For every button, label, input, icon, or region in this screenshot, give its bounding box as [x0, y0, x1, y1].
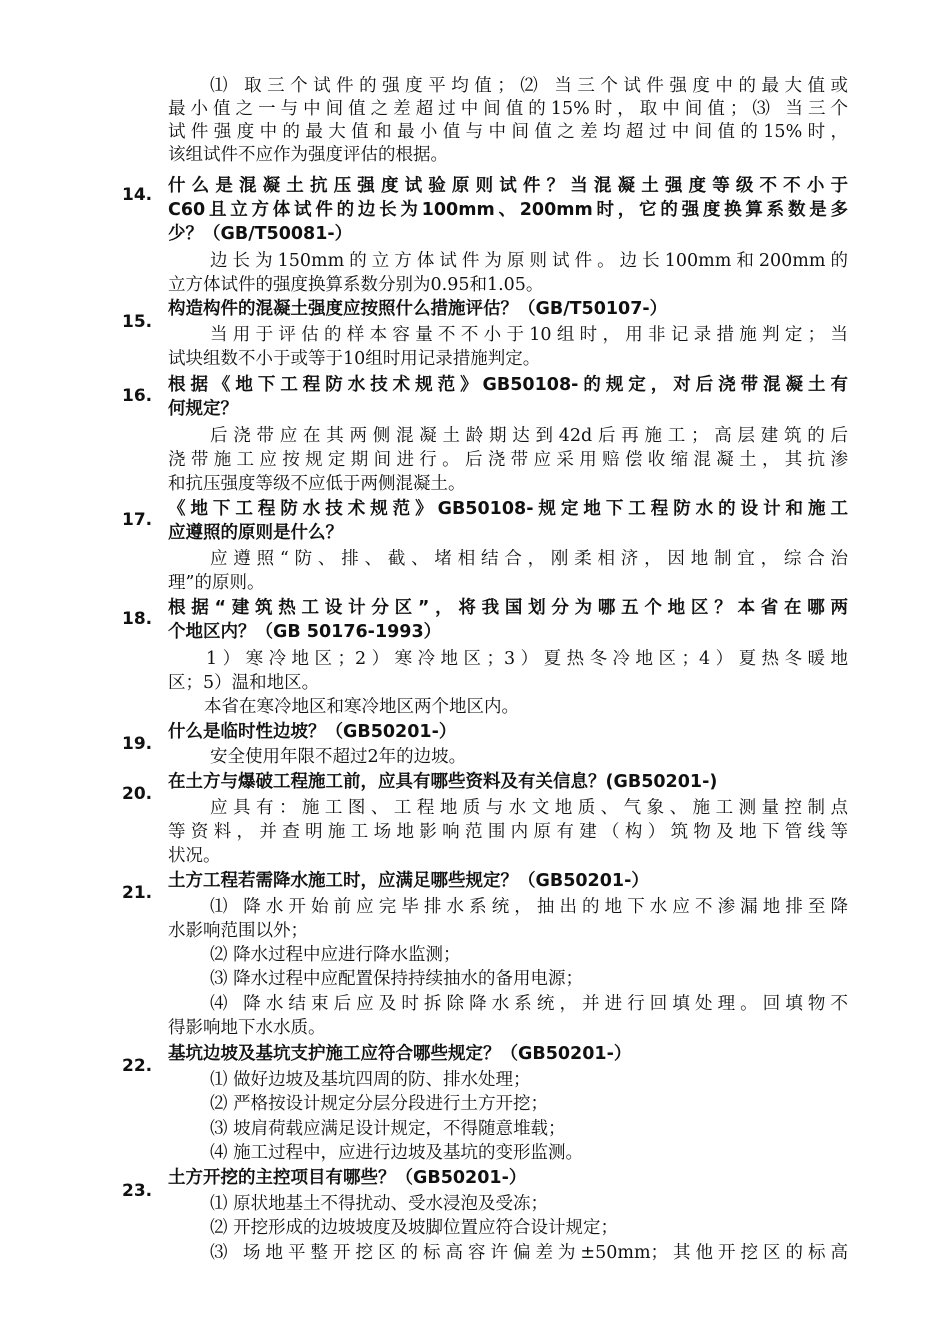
question-line: 根据“建筑热工设计分区”，将我国划分为哪五个地区？本省在哪两 [168, 598, 848, 618]
question-line: 什么是临时性边坡？（GB50201-） [168, 722, 457, 742]
item-number: 21. [122, 883, 153, 903]
item-number: 14. [122, 185, 153, 205]
item-number: 19. [122, 734, 153, 754]
question-line: 土方开挖的主控项目有哪些？（GB50201-） [168, 1168, 527, 1188]
answer-line: 边长为150mm的立方体试件为原则试件。边长100mm和200mm的 [210, 251, 848, 271]
answer-line: ⑵ 严格按设计规定分层分段进行土方开挖； [210, 1094, 549, 1114]
answer-line: ⑵ 降水过程中应进行降水监测； [210, 945, 461, 965]
item-number: 15. [122, 312, 153, 332]
answer-line: 状况。 [168, 846, 221, 866]
item-number: 17. [122, 510, 153, 530]
answer-line: 安全使用年限不超过2年的边坡。 [210, 747, 467, 767]
question-line: 基坑边坡及基坑支护施工应符合哪些规定？（GB50201-） [168, 1044, 632, 1064]
answer-line: 等资料，并查明施工场地影响范围内原有建（构）筑物及地下管线等 [168, 822, 848, 842]
paragraph-line: 最小值之一与中间值之差超过中间值的15%时，取中间值；⑶ 当三个 [168, 99, 848, 119]
answer-line: 本省在寒冷地区和寒冷地区两个地区内。 [204, 697, 519, 717]
answer-line: 后浇带应在其两侧混凝土龄期达到42d后再施工；高层建筑的后 [210, 426, 848, 446]
item-number: 22. [122, 1056, 153, 1076]
paragraph-line: 该组试件不应作为强度评估的根据。 [168, 145, 448, 165]
question-line: 少？（GB/T50081-） [168, 224, 353, 244]
question-line: 何规定？ [168, 399, 238, 419]
answer-line: ⑴ 原状地基土不得扰动、受水浸泡及受冻； [210, 1194, 549, 1214]
answer-line: ⑷ 降水结束后应及时拆除降水系统，并进行回填处理。回填物不 [210, 994, 848, 1014]
item-number: 23. [122, 1181, 153, 1201]
answer-line: 1）寒冷地区；2）寒冷地区；3）夏热冬冷地区；4）夏热冬暖地 [206, 649, 848, 669]
answer-line: 试块组数不小于或等于10组时用记录措施判定。 [168, 349, 541, 369]
question-line: 应遵照的原则是什么？ [168, 523, 343, 543]
answer-line: ⑴ 降水开始前应完毕排水系统，抽出的地下水应不渗漏地排至降 [210, 897, 848, 917]
answer-line: 浇带施工应按规定期间进行。后浇带应采用赔偿收缩混凝土，其抗渗 [168, 450, 848, 470]
question-line: 个地区内？（GB 50176-1993） [168, 622, 442, 642]
answer-line: 得影响地下水水质。 [168, 1018, 326, 1038]
paragraph-line: 试件强度中的最大值和最小值与中间值之差均超过中间值的15%时， [168, 122, 848, 142]
paragraph-line: ⑴ 取三个试件的强度平均值；⑵ 当三个试件强度中的最大值或 [210, 76, 848, 96]
question-line: C60且立方体试件的边长为100mm、200mm时，它的强度换算系数是多 [168, 200, 848, 220]
question-line: 什么是混凝土抗压强度试验原则试件？当混凝土强度等级不不小于 [168, 176, 848, 196]
answer-line: 区；5）温和地区。 [168, 673, 320, 693]
answer-line: 应具有：施工图、工程地质与水文地质、气象、施工测量控制点 [210, 798, 848, 818]
question-line: 根据《地下工程防水技术规范》GB50108-的规定，对后浇带混凝土有 [168, 375, 848, 395]
answer-line: ⑶ 场地平整开挖区的标高容许偏差为±50mm；其他开挖区的标高 [210, 1243, 848, 1263]
question-line: 土方工程若需降水施工时，应满足哪些规定？（GB50201-） [168, 871, 649, 891]
item-number: 18. [122, 609, 153, 629]
answer-line: 理”的原则。 [168, 573, 265, 593]
answer-line: ⑶ 降水过程中应配置保持持续抽水的备用电源； [210, 969, 584, 989]
question-line: 《地下工程防水技术规范》GB50108-规定地下工程防水的设计和施工 [168, 499, 848, 519]
answer-line: 水影响范围以外； [168, 921, 308, 941]
answer-line: ⑷ 施工过程中，应进行边坡及基坑的变形监测。 [210, 1143, 584, 1163]
answer-line: 当用于评估的样本容量不不小于10组时，用非记录措施判定；当 [210, 325, 848, 345]
question-line: 构造构件的混凝土强度应按照什么措施评估？（GB/T50107-） [168, 299, 668, 319]
answer-line: 应遵照“防、排、截、堵相结合，刚柔相济，因地制宜，综合治 [210, 549, 848, 569]
answer-line: ⑵ 开挖形成的边坡坡度及坡脚位置应符合设计规定； [210, 1218, 619, 1238]
answer-line: 和抗压强度等级不应低于两侧混凝土。 [168, 474, 466, 494]
answer-line: ⑴ 做好边坡及基坑四周的防、排水处理； [210, 1070, 531, 1090]
question-line: 在土方与爆破工程施工前，应具有哪些资料及有关信息？(GB50201-) [168, 772, 718, 792]
answer-line: ⑶ 坡肩荷载应满足设计规定，不得随意堆载； [210, 1119, 566, 1139]
answer-line: 立方体试件的强度换算系数分别为0.95和1.05。 [168, 275, 544, 295]
item-number: 20. [122, 784, 153, 804]
item-number: 16. [122, 386, 153, 406]
